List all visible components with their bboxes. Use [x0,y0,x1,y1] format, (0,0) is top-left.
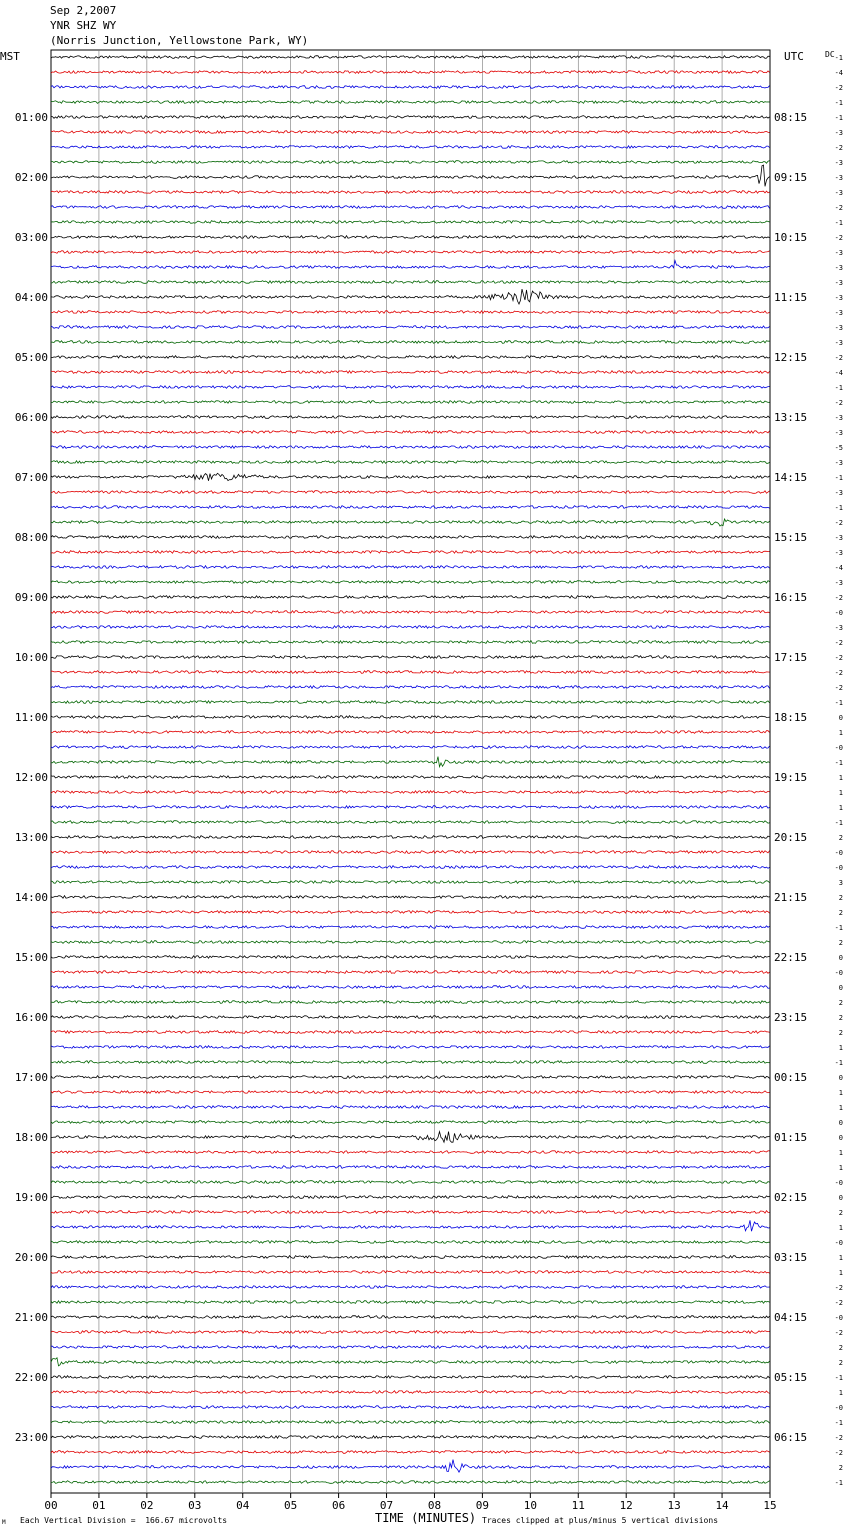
mst-time-label: 23:00 [14,1431,48,1444]
dc-offset-label: -3 [834,549,843,557]
dc-offset-label: 2 [838,1014,843,1022]
dc-offset-label: 2 [838,1464,843,1472]
x-tick-label: 00 [44,1499,58,1512]
dc-offset-label: 1 [838,1149,843,1157]
mst-time-label: 01:00 [14,111,48,124]
dc-offset-label: 0 [838,954,843,962]
dc-label: DC [825,50,835,59]
trace-line [51,161,770,164]
dc-offset-label: -2 [834,399,843,407]
x-tick-label: 10 [523,1499,537,1512]
trace-line [51,1211,770,1214]
utc-time-label: 17:15 [774,651,808,664]
dc-offset-label: -2 [834,1284,843,1292]
dc-offset-label: 1 [838,1269,843,1277]
dc-offset-label: -0 [834,969,843,977]
mst-time-label: 10:00 [14,651,48,664]
trace-line [51,289,770,304]
trace-line [51,971,770,974]
trace-line [51,1256,770,1259]
dc-offset-label: -2 [834,1299,843,1307]
trace-line [51,986,770,989]
trace-line [51,1301,770,1304]
dc-offset-label: -1 [834,114,843,122]
trace-line [51,1241,770,1244]
trace-line [51,851,770,854]
dc-offset-label: -1 [834,699,843,707]
trace-line [51,686,770,689]
mst-time-label: 13:00 [14,831,48,844]
dc-offset-label: 1 [838,729,843,737]
trace-line [51,461,770,464]
x-tick-label: 14 [715,1499,729,1512]
mst-time-label: 02:00 [14,171,48,184]
trace-line [51,757,770,767]
dc-offset-label: -0 [834,744,843,752]
trace-line [51,281,770,284]
trace-line [51,881,770,884]
dc-offset-label: -3 [834,624,843,632]
dc-offset-label: -3 [834,249,843,257]
dc-offset-label: 2 [838,1029,843,1037]
trace-line [51,446,770,449]
dc-offset-label: 2 [838,939,843,947]
utc-time-label: 19:15 [774,771,808,784]
dc-offset-label: 2 [838,909,843,917]
dc-offset-label: -1 [834,384,843,392]
utc-time-label: 06:15 [774,1431,808,1444]
trace-line [51,701,770,704]
dc-offset-label: 0 [838,1194,843,1202]
dc-offset-label: -1 [834,99,843,107]
station-code: YNR SHZ WY [50,19,117,32]
utc-time-label: 22:15 [774,951,808,964]
dc-offset-label: -2 [834,354,843,362]
x-axis-label: TIME (MINUTES) [375,1511,477,1525]
trace-line [51,386,770,389]
dc-offset-label: -4 [834,369,843,377]
trace-line [51,416,770,419]
trace-line [51,1016,770,1019]
dc-offset-label: -1 [834,924,843,932]
utc-time-label: 21:15 [774,891,808,904]
x-tick-label: 12 [619,1499,633,1512]
trace-line [51,165,770,186]
x-tick-label: 05 [284,1499,298,1512]
dc-offset-label: 1 [838,1104,843,1112]
utc-time-label: 12:15 [774,351,808,364]
utc-time-label: 14:15 [774,471,808,484]
mst-time-label: 06:00 [14,411,48,424]
dc-offset-label: 0 [838,1134,843,1142]
dc-offset-label: -0 [834,1314,843,1322]
mst-time-label: 22:00 [14,1371,48,1384]
trace-line [51,1358,770,1366]
utc-time-label: 13:15 [774,411,808,424]
dc-offset-label: -4 [834,69,843,77]
corner-mark: M [2,1519,6,1526]
trace-line [51,866,770,869]
trace-line [51,656,770,659]
trace-line [51,221,770,224]
trace-line [51,311,770,314]
scale-note: Each Vertical Division = 166.67 microvolts [20,1516,228,1525]
mst-time-label: 18:00 [14,1131,48,1144]
plot-frame [51,50,770,1493]
dc-offset-label: -3 [834,324,843,332]
mst-time-label: 20:00 [14,1251,48,1264]
dc-offset-label: 2 [838,834,843,842]
x-tick-label: 07 [379,1499,394,1512]
mst-time-label: 19:00 [14,1191,48,1204]
dc-offset-label: -2 [834,669,843,677]
trace-line [51,1181,770,1184]
trace-line [51,611,770,614]
dc-offset-label: 2 [838,894,843,902]
dc-offset-label: -5 [834,444,843,452]
dc-offset-label: -3 [834,189,843,197]
dc-offset-label: 3 [838,879,843,887]
dc-offset-label: -3 [834,579,843,587]
trace-line [51,1481,770,1484]
dc-offset-label: 2 [838,1359,843,1367]
mst-time-label: 05:00 [14,351,48,364]
dc-offset-label: -1 [834,819,843,827]
utc-time-label: 08:15 [774,111,808,124]
trace-line [51,716,770,719]
mst-time-label: 08:00 [14,531,48,544]
trace-line [51,56,770,59]
dc-offset-label: 0 [838,714,843,722]
dc-offset-label: -3 [834,459,843,467]
dc-offset-label: -0 [834,1404,843,1412]
trace-line [51,956,770,959]
utc-time-label: 23:15 [774,1011,808,1024]
trace-line [51,519,770,526]
x-tick-label: 11 [571,1499,585,1512]
mst-time-label: 14:00 [14,891,48,904]
trace-line [51,1046,770,1049]
dc-offset-label: -3 [834,264,843,272]
trace-line [51,71,770,74]
trace-line [51,536,770,539]
dc-offset-label: 1 [838,789,843,797]
trace-line [51,206,770,209]
dc-offset-label: -2 [834,1329,843,1337]
trace-line [51,1121,770,1124]
dc-offset-label: -1 [834,219,843,227]
trace-line [51,1376,770,1379]
trace-line [51,101,770,104]
trace-line [51,236,770,239]
trace-line [51,1391,770,1394]
right-axis-label: UTC [784,50,804,63]
dc-offset-label: -1 [834,1059,843,1067]
dc-offset-label: -1 [834,504,843,512]
dc-offset-label: 1 [838,1254,843,1262]
trace-line [51,1271,770,1274]
dc-offset-label: 0 [838,984,843,992]
dc-offset-label: -2 [834,594,843,602]
x-tick-label: 08 [427,1499,442,1512]
trace-line [51,146,770,149]
x-tick-label: 01 [92,1499,106,1512]
dc-offset-label: -2 [834,519,843,527]
trace-line [51,116,770,119]
dc-offset-label: -4 [834,564,843,572]
mst-time-label: 12:00 [14,771,48,784]
utc-time-label: 03:15 [774,1251,808,1264]
left-axis-label: MST [0,50,20,63]
dc-offset-label: -0 [834,849,843,857]
dc-offset-label: 1 [838,1224,843,1232]
dc-offset-label: 0 [838,1119,843,1127]
utc-time-label: 00:15 [774,1071,808,1084]
dc-offset-label: -3 [834,294,843,302]
x-tick-label: 13 [667,1499,681,1512]
dc-offset-label: 1 [838,1164,843,1172]
mst-time-label: 21:00 [14,1311,48,1324]
trace-line [51,911,770,914]
x-tick-label: 09 [475,1499,490,1512]
trace-line [51,1451,770,1454]
dc-offset-label: 1 [838,1044,843,1052]
dc-offset-label: -3 [834,159,843,167]
trace-line [51,191,770,194]
dc-offset-label: -3 [834,174,843,182]
trace-line [51,791,770,794]
trace-line [51,1196,770,1199]
trace-line [51,776,770,779]
dc-offset-label: -3 [834,534,843,542]
dc-offset-label: -0 [834,1179,843,1187]
trace-line [51,131,770,134]
trace-line [51,896,770,899]
trace-line [51,1406,770,1409]
trace-line [51,626,770,629]
dc-offset-label: -1 [834,54,843,62]
dc-offset-label: 2 [838,999,843,1007]
trace-line [51,261,770,269]
dc-offset-label: 1 [838,1089,843,1097]
trace-line [51,746,770,749]
utc-time-label: 04:15 [774,1311,808,1324]
dc-offset-label: -2 [834,234,843,242]
utc-time-label: 18:15 [774,711,808,724]
mst-time-label: 09:00 [14,591,48,604]
dc-offset-label: 1 [838,774,843,782]
dc-offset-label: 2 [838,1344,843,1352]
mst-time-label: 15:00 [14,951,48,964]
trace-line [51,1091,770,1094]
mst-time-label: 04:00 [14,291,48,304]
trace-line [51,1346,770,1349]
trace-line [51,86,770,89]
dc-offset-label: -1 [834,1374,843,1382]
x-tick-label: 15 [763,1499,777,1512]
dc-offset-label: -3 [834,489,843,497]
trace-line [51,1031,770,1034]
dc-offset-label: 1 [838,1389,843,1397]
mst-time-label: 07:00 [14,471,48,484]
trace-line [51,341,770,344]
trace-line [51,641,770,644]
mst-time-label: 11:00 [14,711,48,724]
trace-line [51,506,770,509]
trace-line [51,491,770,494]
trace-line [51,1316,770,1319]
utc-time-label: 09:15 [774,171,808,184]
x-tick-label: 06 [331,1499,346,1512]
mst-time-label: 17:00 [14,1071,48,1084]
trace-line [51,1421,770,1424]
x-tick-label: 03 [188,1499,202,1512]
trace-line [51,1436,770,1439]
trace-line [51,1460,770,1473]
dc-offset-label: -3 [834,129,843,137]
trace-line [51,836,770,839]
trace-line [51,806,770,809]
trace-line [51,1166,770,1169]
trace-line [51,1220,770,1231]
trace-line [51,671,770,674]
trace-line [51,821,770,824]
trace-line [51,1132,770,1143]
dc-offset-label: 2 [838,1209,843,1217]
dc-offset-label: -0 [834,609,843,617]
x-tick-label: 02 [140,1499,154,1512]
trace-line [51,926,770,929]
trace-line [51,326,770,329]
dc-offset-label: -0 [834,864,843,872]
trace-line [51,1286,770,1289]
trace-line [51,473,770,481]
trace-line [51,431,770,434]
trace-line [51,1331,770,1334]
x-tick-label: 04 [236,1499,250,1512]
trace-line [51,1001,770,1004]
dc-offset-label: -1 [834,474,843,482]
utc-time-label: 01:15 [774,1131,808,1144]
utc-time-label: 15:15 [774,531,808,544]
dc-offset-label: -1 [834,1479,843,1487]
dc-offset-label: -2 [834,639,843,647]
dc-offset-label: -2 [834,654,843,662]
trace-line [51,1106,770,1109]
dc-offset-label: -2 [834,204,843,212]
utc-time-label: 10:15 [774,231,808,244]
dc-offset-label: -2 [834,1434,843,1442]
trace-line [51,356,770,359]
trace-line [51,371,770,374]
dc-offset-label: -2 [834,84,843,92]
dc-offset-label: -1 [834,759,843,767]
station-location: (Norris Junction, Yellowstone Park, WY) [50,34,309,47]
clip-note: Traces clipped at plus/minus 5 vertical divisions [482,1516,719,1525]
dc-offset-label: -3 [834,429,843,437]
utc-time-label: 16:15 [774,591,808,604]
dc-offset-label: -3 [834,279,843,287]
dc-offset-label: 1 [838,804,843,812]
trace-line [51,251,770,254]
trace-line [51,566,770,569]
trace-line [51,1061,770,1064]
dc-offset-label: -1 [834,1419,843,1427]
mst-time-label: 03:00 [14,231,48,244]
dc-offset-label: 0 [838,1074,843,1082]
trace-line [51,401,770,404]
utc-time-label: 05:15 [774,1371,808,1384]
dc-offset-label: -3 [834,414,843,422]
dc-offset-label: -2 [834,144,843,152]
dc-offset-label: -2 [834,1449,843,1457]
utc-time-label: 20:15 [774,831,808,844]
trace-line [51,551,770,554]
mst-time-label: 16:00 [14,1011,48,1024]
utc-time-label: 02:15 [774,1191,808,1204]
trace-line [51,1076,770,1079]
trace-line [51,731,770,734]
chart-date: Sep 2,2007 [50,4,117,17]
dc-offset-label: -3 [834,339,843,347]
trace-line [51,596,770,599]
trace-line [51,941,770,944]
trace-line [51,581,770,584]
dc-offset-label: -2 [834,684,843,692]
dc-offset-label: -3 [834,309,843,317]
dc-offset-label: -0 [834,1239,843,1247]
utc-time-label: 11:15 [774,291,808,304]
trace-line [51,1151,770,1154]
